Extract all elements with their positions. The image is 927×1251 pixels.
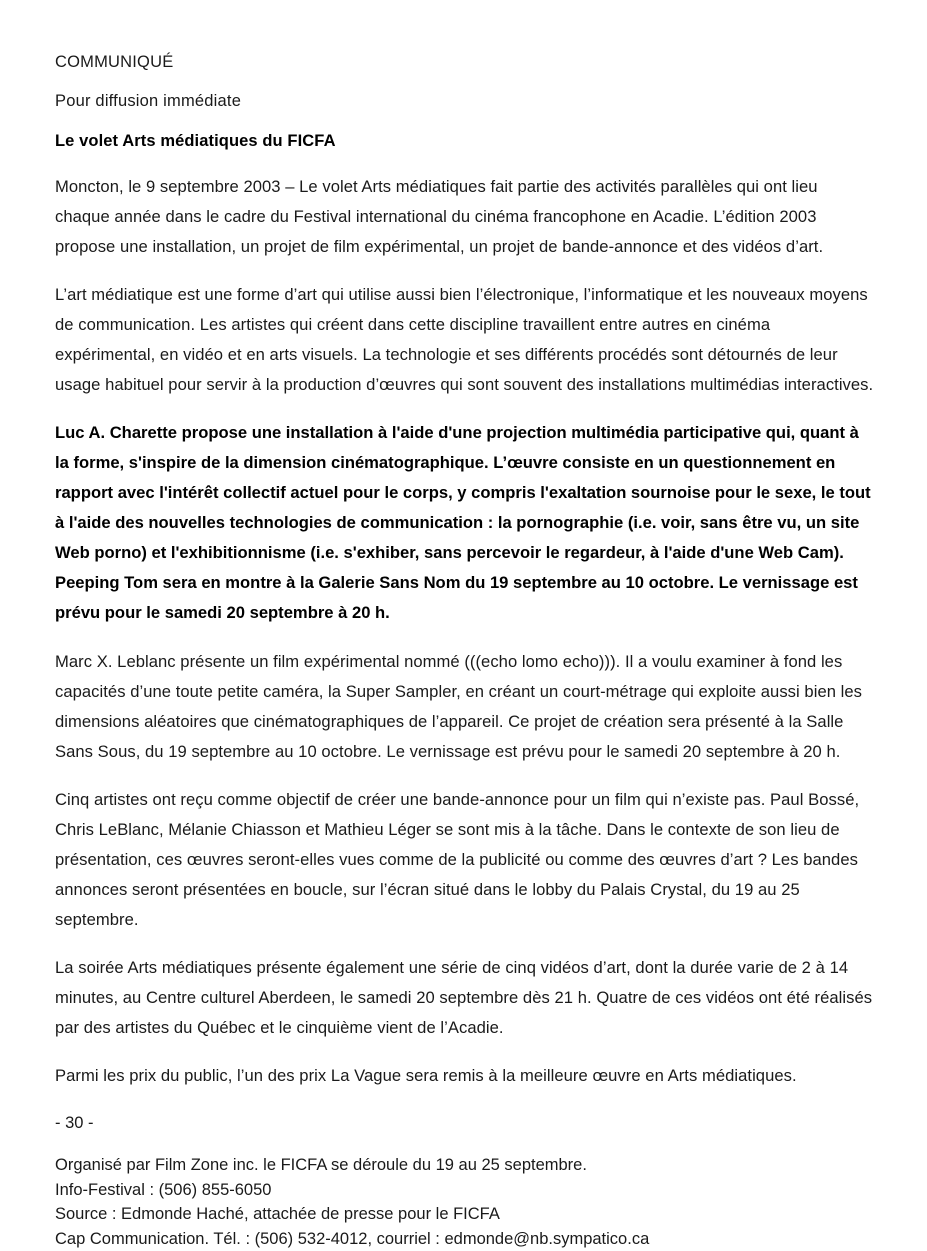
paragraph-bandes-annonces: Cinq artistes ont reçu comme objectif de créer une bande-annonce pour un film qui n’existe pas. Paul Bossé, Chris LeBlanc, Mélanie Chiasson et Mathieu Léger se sont mis à la tâche. Dans le contexte de son lieu de présentation, ces œuvres seront-elles vues comme de la publicité ou comme des œuvres d’art ? Les bandes annonces seront présentées en boucle, sur l’écran situé dans le lobby du Palais Crystal, du 19 au 25 septembre.	[55, 785, 875, 935]
contact-block	[55, 1153, 875, 1251]
contact-line-source: Source : Edmonde Haché, attachée de presse pour le FICFA	[55, 1202, 875, 1227]
contact-line-info-festival: Info-Festival : (506) 855-6050	[55, 1178, 875, 1203]
release-note: Pour diffusion immédiate	[55, 91, 875, 111]
communique-kicker: COMMUNIQUÉ	[55, 52, 875, 72]
paragraph-definition-art-mediatique: L’art médiatique est une forme d’art qui utilise aussi bien l’électronique, l’informatique et les nouveaux moyens de communication. Les artistes qui créent dans cette discipline travaillent entre autres en cinéma expérimental, en vidéo et en arts visuels. La technologie et ses différents procédés sont détournés de leur usage habituel pour servir à la production d’œuvres qui sont souvent des installations multimédias interactives.	[55, 280, 875, 400]
contact-line-cap-communication: Cap Communication. Tél. : (506) 532-4012, courriel : edmonde@nb.sympatico.ca	[55, 1227, 875, 1251]
paragraph-lede: Moncton, le 9 septembre 2003 – Le volet Arts médiatiques fait partie des activités parallèles qui ont lieu chaque année dans le cadre du Festival international du cinéma francophone en Acadie. L’édition 2003 propose une installation, un projet de film expérimental, un projet de bande-annonce et des vidéos d’art.	[55, 172, 875, 262]
paragraph-prix-du-public: Parmi les prix du public, l’un des prix La Vague sera remis à la meilleure œuvre en Arts médiatiques.	[55, 1061, 875, 1091]
page-title: Le volet Arts médiatiques du FICFA	[55, 130, 875, 152]
paragraph-luc-a-charette: Luc A. Charette propose une installation à l'aide d'une projection multimédia participative qui, quant à la forme, s'inspire de la dimension cinématographique. L’œuvre consiste en un questionnement en rapport avec l'intérêt collectif actuel pour le corps, y compris l'exaltation sournoise pour le sexe, le tout à l'aide des nouvelles technologies de communication : la pornographie (i.e. voir, sans être vu, un site Web porno) et l'exhibitionnisme (i.e. s'exhiber, sans percevoir le regardeur, à l'aide d'une Web Cam). Peeping Tom sera en montre à la Galerie Sans Nom du 19 septembre au 10 octobre. Le vernissage est prévu pour le samedi 20 septembre à 20 h.	[55, 418, 875, 628]
paragraph-marc-x-leblanc: Marc X. Leblanc présente un film expérimental nommé (((echo lomo echo))). Il a voulu examiner à fond les capacités d’une toute petite caméra, la Super Sampler, en créant un court-métrage qui exploite aussi bien les dimensions aléatoires que cinématographiques de l’appareil. Ce projet de création sera présenté à la Salle Sans Sous, du 19 septembre au 10 octobre. Le vernissage est prévu pour le samedi 20 septembre à 20 h.	[55, 647, 875, 767]
contact-line-organiser: Organisé par Film Zone inc. le FICFA se déroule du 19 au 25 septembre.	[55, 1153, 875, 1178]
paragraph-soiree-videos: La soirée Arts médiatiques présente également une série de cinq vidéos d’art, dont la durée varie de 2 à 14 minutes, au Centre culturel Aberdeen, le samedi 20 septembre dès 21 h. Quatre de ces vidéos ont été réalisés par des artistes du Québec et le cinquième vient de l’Acadie.	[55, 953, 875, 1043]
document-body	[55, 52, 875, 1251]
end-marker: - 30 -	[55, 1109, 875, 1137]
